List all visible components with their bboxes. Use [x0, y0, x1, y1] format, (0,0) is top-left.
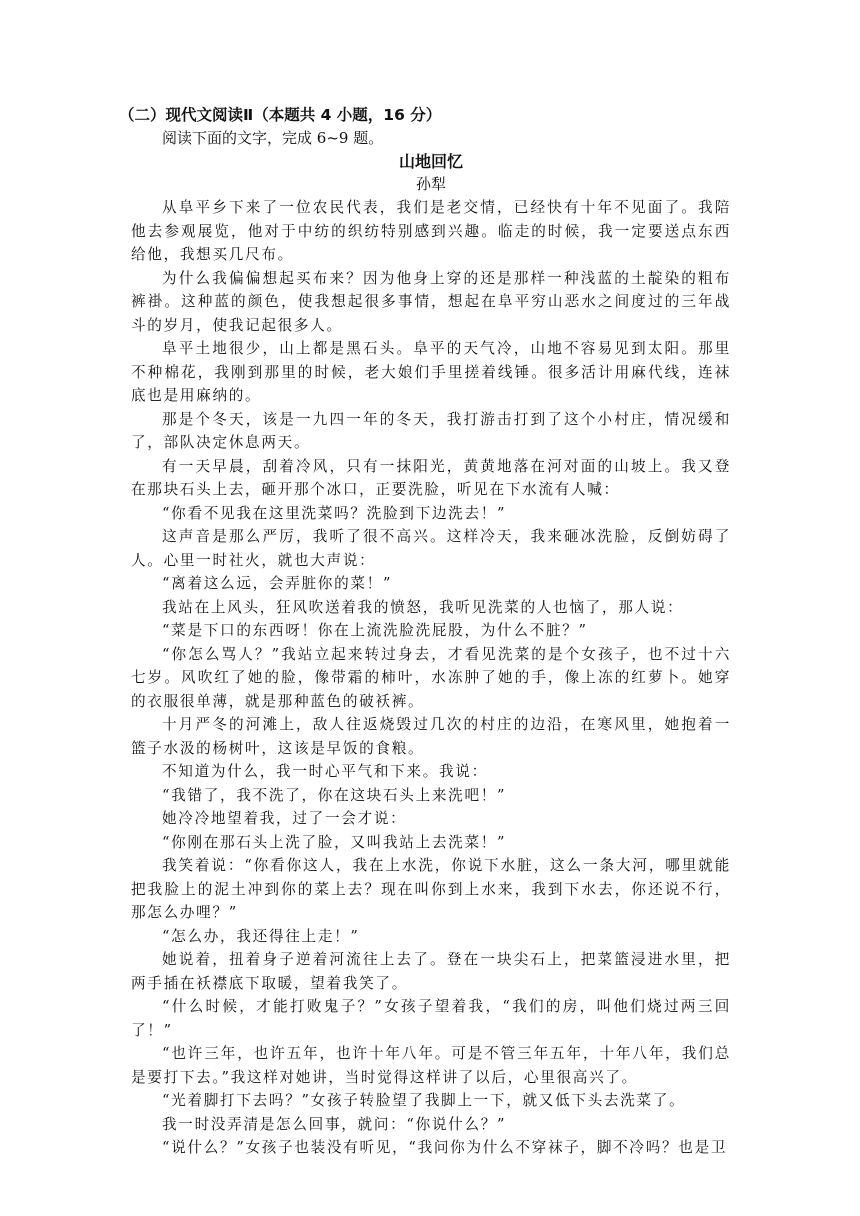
paragraph: 为什么我偏偏想起买布来？因为他身上穿的还是那样一种浅蓝的土靛染的粗布裤褂。这种蓝的颜色，使我想起很多事情，想起在阜平穷山恶水之间度过的三年战斗的岁月，使我记起很多人。: [131, 269, 731, 334]
paragraph: 她冷冷地望着我，过了一会才说：: [162, 810, 407, 827]
paragraph: 我一时没弄清是怎么回事，就问：“你说什么？”: [162, 1115, 507, 1133]
paragraph: “光着脚打下去吗？”女孩子转脸望了我脚上一下，就又低下头去洗菜了。: [162, 1092, 686, 1109]
paragraph: “也许三年，也许五年，也许十年八年。可是不管三年五年，十年八年，我们总是要打下去。”我这样对她讲，当时觉得这样讲了以后，心里很高兴了。: [131, 1045, 731, 1086]
paragraph: 有一天早晨，刮着冷风，只有一抹阳光，黄黄地落在河对面的山坡上。我又登在那块石头上去，砸开那个冰口，正要洗脸，听见在下水流有人喊：: [131, 457, 731, 498]
paragraph: 我笑着说：“你看你这人，我在上水洗，你说下水脏，这么一条大河，哪里就能把我脸上的泥土冲到你的菜上去？现在叫你到上水来，我到下水去，你还说不行，那怎么办哩？”: [131, 857, 731, 921]
paragraph: “你刚在那石头上洗了脸，又叫我站上去洗菜！”: [162, 833, 507, 851]
paragraph: “菜是下口的东西呀！你在上流洗脸洗屁股，为什么不脏？”: [162, 622, 588, 639]
article-title: 山地回忆: [398, 152, 463, 171]
paragraph: “怎么办，我还得往上走！”: [162, 927, 360, 945]
paragraph: “离着这么远，会弄脏你的菜！”: [162, 575, 393, 592]
paragraph: 那是个冬天，该是一九四一年的冬天，我打游击打到了这个小村庄，情况缓和了，部队决定休息两天。: [131, 410, 731, 451]
paragraph: 十月严冬的河滩上，敌人往返烧毁过几次的村庄的边沿，在寒风里，她抱着一篮子水汲的杨树叶，这该是早饭的食粮。: [131, 716, 731, 757]
paragraph: 阜平土地很少，山上都是黑石头。阜平的天气冷，山地不容易见到太阳。那里不种棉花，我刚到那里的时候，老大娘们手里搓着线锤。很多活计用麻代线，连袜底也是用麻纳的。: [131, 340, 731, 404]
paragraph: “你看不见我在这里洗菜吗？洗脸到下边洗去！”: [162, 504, 507, 522]
document-content: [119, 104, 731, 1160]
paragraph: “我错了，我不洗了，你在这块石头上来洗吧！”: [162, 786, 507, 804]
section-heading: （二）现代文阅读Ⅱ（本题共 4 小题，16 分）: [119, 106, 442, 124]
paragraph: 从阜平乡下来了一位农民代表，我们是老交情，已经快有十年不见面了。我陪他去参观展览，他对于中纺的织纺特别感到兴趣。临走的时候，我一定要送点东西给他，我想买几尺布。: [131, 199, 731, 263]
instruction-text: 阅读下面的文字，完成 6~9 题。: [162, 129, 384, 147]
paragraph: 不知道为什么，我一时心平气和下来。我说：: [162, 763, 488, 780]
paragraph: “你怎么骂人？”我站立起来转过身去，才看见洗菜的是个女孩子，也不过十六七岁。风吹红了她的脸，像带霜的柿叶，水冻肿了她的手，像上冻的红萝卜。她穿的衣服很单薄，就是那种蓝色的破袄裤。: [131, 645, 731, 710]
article-author: 孙犁: [415, 175, 446, 193]
paragraph: 我站在上风头，狂风吹送着我的愤怒，我听见洗菜的人也恼了，那人说：: [162, 598, 684, 616]
paragraph: “说什么？”女孩子也装没有听见，“我问你为什么不穿袜子，脚不冷吗？也是卫: [162, 1139, 728, 1156]
paragraph: 她说着，扭着身子逆着河流往上去了。登在一块尖石上，把菜篮浸进水里，把两手插在袄襟底下取暖，望着我笑了。: [131, 951, 731, 992]
paragraph: 这声音是那么严厉，我听了很不高兴。这样冷天，我来砸冰洗脸，反倒妨碍了人。心里一时社火，就也大声说：: [131, 528, 731, 569]
paragraph: “什么时候，才能打败鬼子？”女孩子望着我，“我们的房，叫他们烧过两三回了！”: [131, 998, 731, 1039]
